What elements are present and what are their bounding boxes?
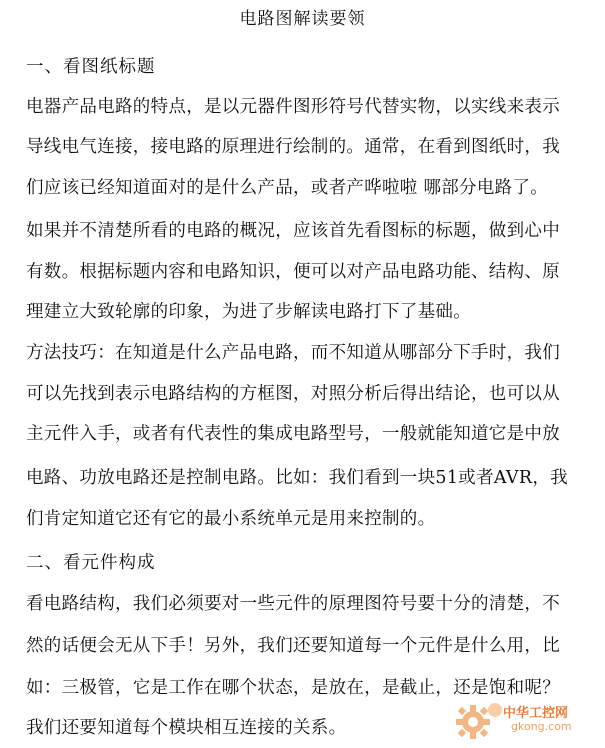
paragraph-line: 方法技巧：在知道是什么产品电路，而不知道从哪部分下手时，我们 xyxy=(26,343,560,363)
gear-icon xyxy=(451,700,505,740)
paragraph-line: 如果并不清楚所看的电路的概况，应该首先看图标的标题，做到心中 xyxy=(26,221,560,241)
paragraph-line: 然的话便会无从下手！另外，我们还要知道每一个元件是什么用，比 xyxy=(26,636,560,656)
paragraph-line: 可以先找到表示电路结构的方框图，对照分析后得出结论，也可以从 xyxy=(26,384,560,404)
paragraph-line: 们应该已经知道面对的是什么产品，或者产哗啦啦 哪部分电路了。 xyxy=(26,178,549,198)
paragraph-line: 电路、功放电路还是控制电路。比如：我们看到一块51或者AVR，我 xyxy=(26,468,568,488)
paragraph-line: 我们还要知道每个模块相互连接的关系。 xyxy=(26,718,347,738)
watermark-domain: gkong.com xyxy=(511,720,572,733)
paragraph-line: 有数。根据标题内容和电路知识，便可以对产品电路功能、结构、原 xyxy=(26,262,560,282)
paragraph-line: 看电路结构，我们必须要对一些元件的原理图符号要十分的清楚，不 xyxy=(26,594,560,614)
document-title: 电路图解读要领 xyxy=(239,9,366,29)
watermark-name: 中华工控网 xyxy=(503,706,569,721)
paragraph-line: 们肯定知道它还有它的最小系统单元是用来控制的。 xyxy=(26,509,436,529)
paragraph-line: 理建立大致轮廓的印象，为进了步解读电路打下了基础。 xyxy=(26,302,471,322)
paragraph-line: 导线电气连接，接电路的原理进行绘制的。通常，在看到图纸时，我 xyxy=(26,137,560,157)
watermark-logo xyxy=(451,700,601,740)
paragraph-line: 如：三极管，它是工作在哪个状态，是放在，是截止，还是饱和呢？ xyxy=(26,678,560,698)
section-heading-2: 二、看元件构成 xyxy=(26,553,156,573)
paragraph-line: 电器产品电路的特点，是以元器件图形符号代替实物，以实线来表示 xyxy=(26,97,560,117)
paragraph-line: 主元件入手，或者有代表性的集成电路型号，一般就能知道它是中放 xyxy=(26,424,560,444)
section-heading-1: 一、看图纸标题 xyxy=(26,57,156,77)
